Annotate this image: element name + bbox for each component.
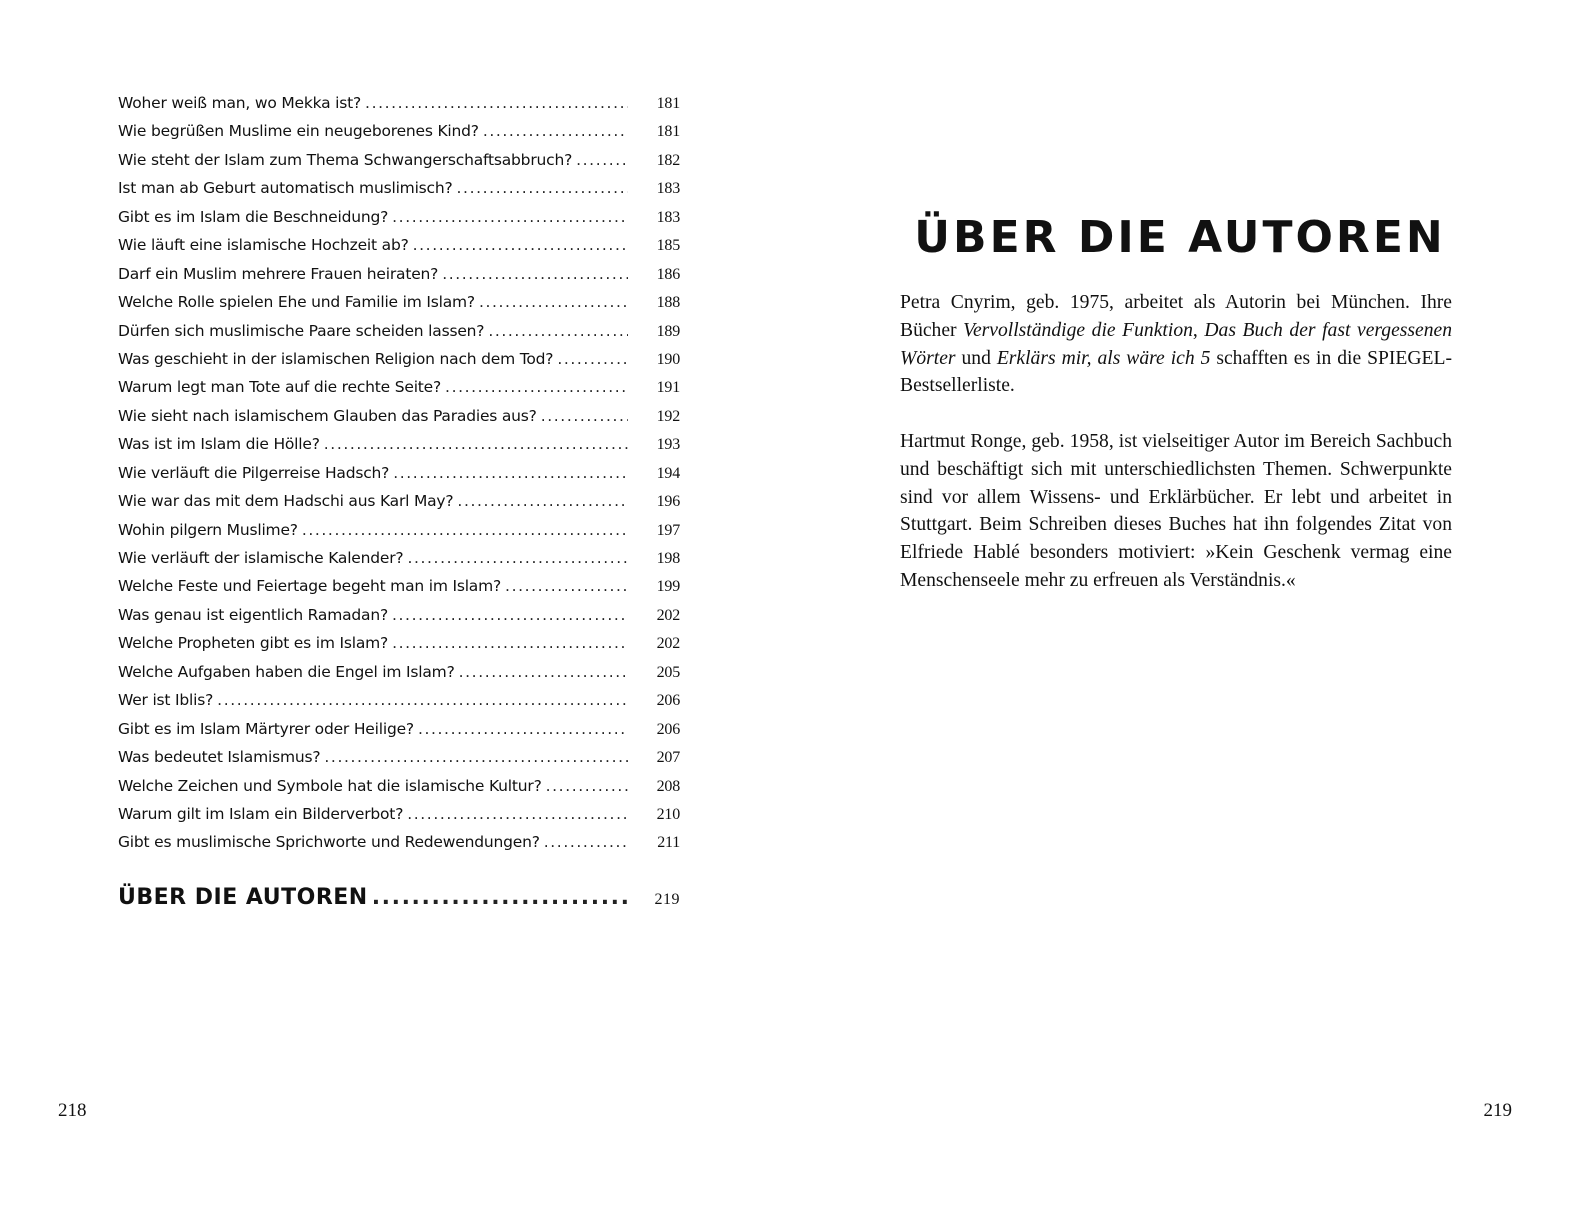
toc-leader-dots [483, 117, 628, 145]
toc-leader-dots [546, 772, 628, 800]
toc-entry [118, 345, 680, 373]
toc-leader-dots [392, 629, 628, 657]
toc-leader-dots [442, 260, 628, 288]
bio-text: und [955, 347, 997, 369]
toc-entry-page: 202 [656, 606, 680, 624]
toc-entry [118, 430, 680, 458]
toc-entry [118, 373, 680, 401]
toc-entry-title: Welche Aufgaben haben die Engel im Islam? [118, 662, 455, 681]
bio-text: , [1192, 319, 1205, 341]
toc-entry-page: 186 [656, 265, 680, 283]
toc-entry-page: 181 [656, 123, 680, 141]
toc-entry [118, 317, 680, 345]
book-title: Erklärs mir, als wäre ich 5 [996, 347, 1211, 369]
toc-entry-page: 183 [656, 208, 680, 226]
toc-leader-dots [418, 715, 628, 743]
toc-section-page: 219 [654, 890, 680, 908]
toc-entry [118, 117, 680, 145]
toc-leader-dots [393, 459, 628, 487]
toc-entry-title: Warum gilt im Islam ein Bilderverbot? [118, 804, 404, 823]
toc-leader-dots [217, 686, 628, 714]
toc-leader-dots [407, 544, 628, 572]
author-bio-ronge: Hartmut Ronge, geb. 1958, ist vielseitiger Autor im Bereich Sachbuch und beschäftigt sich mit unterschiedlichsten Themen. Schwerpunkte sind vor allem Wissens- und Erklärbücher. Er lebt und arbeitet in Stuttgart. Beim Schreiben dieses Buches hat ihn folgendes Zitat von Elfriede Hablé besonders motiviert: »Kein Geschenk vermag eine Menschenseele mehr zu erfreuen als Verständnis.« [900, 431, 1452, 591]
toc-entry-page: 202 [656, 635, 680, 653]
toc-entry [118, 174, 680, 202]
toc-entry [118, 800, 680, 828]
toc-list [118, 89, 680, 857]
toc-section-entry [118, 881, 680, 915]
toc-entry-page: 198 [656, 550, 680, 567]
toc-entry-page: 194 [656, 464, 680, 482]
toc-entry-page: 199 [656, 578, 680, 596]
toc-leader-dots [457, 487, 628, 515]
toc-leader-dots [505, 572, 628, 600]
toc-leader-dots [413, 231, 628, 259]
toc-entry-title: Gibt es im Islam die Beschneidung? [118, 207, 389, 226]
toc-entry [118, 572, 680, 600]
toc-entry-page: 193 [656, 436, 680, 454]
right-page-number: 219 [1483, 1100, 1512, 1121]
toc-entry-title: Gibt es muslimische Sprichworte und Redewendungen? [118, 833, 540, 852]
toc-entry [118, 828, 680, 856]
toc-entry-page: 181 [656, 95, 680, 112]
toc-leader-dots [324, 743, 628, 771]
toc-entry-title: Wie verläuft die Pilgerreise Hadsch? [118, 463, 390, 482]
toc-entry [118, 487, 680, 515]
toc-entry-title: Ist man ab Geburt automatisch muslimisch? [118, 179, 453, 198]
toc-entry-title: Was geschieht in der islamischen Religion nach dem Tod? [118, 349, 554, 368]
toc-entry-page: 211 [657, 834, 680, 852]
toc-leader-dots [392, 601, 628, 629]
toc-section-title: ÜBER DIE AUTOREN [118, 884, 368, 910]
toc-entry-title: Wie begrüßen Muslime ein neugeborenes Kind? [118, 122, 479, 141]
toc-entry-title: Wie verläuft der islamische Kalender? [118, 549, 404, 567]
toc-entry [118, 629, 680, 657]
left-page-number: 218 [58, 1100, 87, 1121]
toc-leader-dots [407, 800, 628, 828]
toc-leader-dots [459, 658, 628, 686]
toc-entry-title: Wie läuft eine islamische Hochzeit ab? [118, 236, 409, 255]
toc-entry-title: Warum legt man Tote auf die rechte Seite? [118, 378, 442, 397]
toc-entry-page: 206 [656, 720, 680, 738]
toc-entry-title: Wie steht der Islam zum Thema Schwangerschaftsabbruch? [118, 150, 573, 169]
toc-entry-page: 182 [656, 151, 680, 169]
toc-leader-dots [365, 89, 628, 117]
toc-entry [118, 402, 680, 430]
toc-entry [118, 658, 680, 686]
toc-entry [118, 89, 680, 117]
toc-leader-dots [392, 203, 628, 231]
toc-entry-page: 208 [656, 777, 680, 795]
toc-leader-dots [302, 516, 628, 544]
toc-entry [118, 686, 680, 714]
toc-entry [118, 231, 680, 259]
toc-leader-dots [445, 373, 628, 401]
toc-entry-title: Wohin pilgern Muslime? [118, 520, 298, 539]
toc-entry [118, 260, 680, 288]
toc-leader-dots [488, 317, 628, 345]
toc-leader-dots [324, 430, 628, 458]
toc-entry-page: 185 [656, 237, 680, 255]
toc-entry-page: 196 [656, 493, 680, 511]
toc-leader-dots [557, 345, 628, 373]
toc-entry-title: Was genau ist eigentlich Ramadan? [118, 605, 388, 624]
toc-entry-page: 207 [656, 749, 680, 767]
toc-entry-page: 192 [656, 407, 680, 425]
toc-entry [118, 516, 680, 544]
toc-entry [118, 743, 680, 771]
toc-entry-title: Wie war das mit dem Hadschi aus Karl May? [118, 492, 454, 511]
toc-entry-page: 205 [656, 663, 680, 681]
toc-entry-page: 190 [656, 350, 680, 368]
toc-leader-dots [541, 402, 628, 430]
book-title: Das Buch der fast vergessenen Wörter [900, 319, 1453, 369]
table-of-contents [118, 89, 680, 915]
toc-entry-title: Wer ist Iblis? [118, 691, 214, 710]
toc-entry [118, 288, 680, 316]
toc-entry [118, 601, 680, 629]
toc-entry [118, 459, 680, 487]
toc-leader-dots [544, 828, 628, 856]
toc-entry-page: 197 [656, 521, 680, 539]
toc-entry-title: Dürfen sich muslimische Paare scheiden lassen? [118, 321, 485, 340]
toc-entry [118, 715, 680, 743]
book-title: Vervollständige die Funktion [963, 319, 1193, 341]
page-heading: ÜBER DIE AUTOREN [914, 212, 1446, 263]
toc-entry [118, 544, 680, 572]
bio-text: schafften es in die SPIEGEL-Bestsellerliste. [900, 347, 1453, 397]
toc-entry-title: Was ist im Islam die Hölle? [118, 435, 320, 454]
toc-entry-title: Darf ein Muslim mehrere Frauen heiraten? [118, 264, 439, 283]
bio-text: Petra Cnyrim, geb. 1975, arbeitet als Autorin bei München. Ihre Bücher [900, 292, 1452, 341]
toc-entry-title: Welche Rolle spielen Ehe und Familie im Islam? [118, 293, 475, 312]
toc-entry-title: Welche Zeichen und Symbole hat die islamische Kultur? [118, 776, 542, 795]
toc-entry [118, 146, 680, 174]
toc-entry-page: 183 [656, 180, 680, 198]
author-bio-cnyrim [900, 289, 1452, 400]
toc-leader-dots [457, 174, 628, 202]
toc-leader-dots [479, 288, 628, 316]
right-page [797, 0, 1594, 1211]
toc-entry [118, 203, 680, 231]
toc-entry-page: 191 [656, 379, 680, 397]
toc-entry-title: Was bedeutet Islamismus? [118, 748, 321, 767]
toc-entry-title: Woher weiß man, wo Mekka ist? [118, 94, 362, 112]
toc-entry-title: Welche Feste und Feiertage begeht man im Islam? [118, 577, 502, 596]
toc-leader-dots [576, 146, 628, 174]
toc-entry-title: Wie sieht nach islamischem Glauben das Paradies aus? [118, 406, 537, 425]
toc-entry-title: Gibt es im Islam Märtyrer oder Heilige? [118, 719, 414, 738]
toc-entry [118, 772, 680, 800]
toc-entry-page: 188 [656, 294, 680, 312]
toc-entry-page: 189 [656, 322, 680, 340]
toc-entry-page: 206 [656, 692, 680, 710]
toc-leader-dots [372, 881, 628, 915]
toc-entry-page: 210 [656, 805, 680, 823]
toc-entry-title: Welche Propheten gibt es im Islam? [118, 634, 389, 653]
